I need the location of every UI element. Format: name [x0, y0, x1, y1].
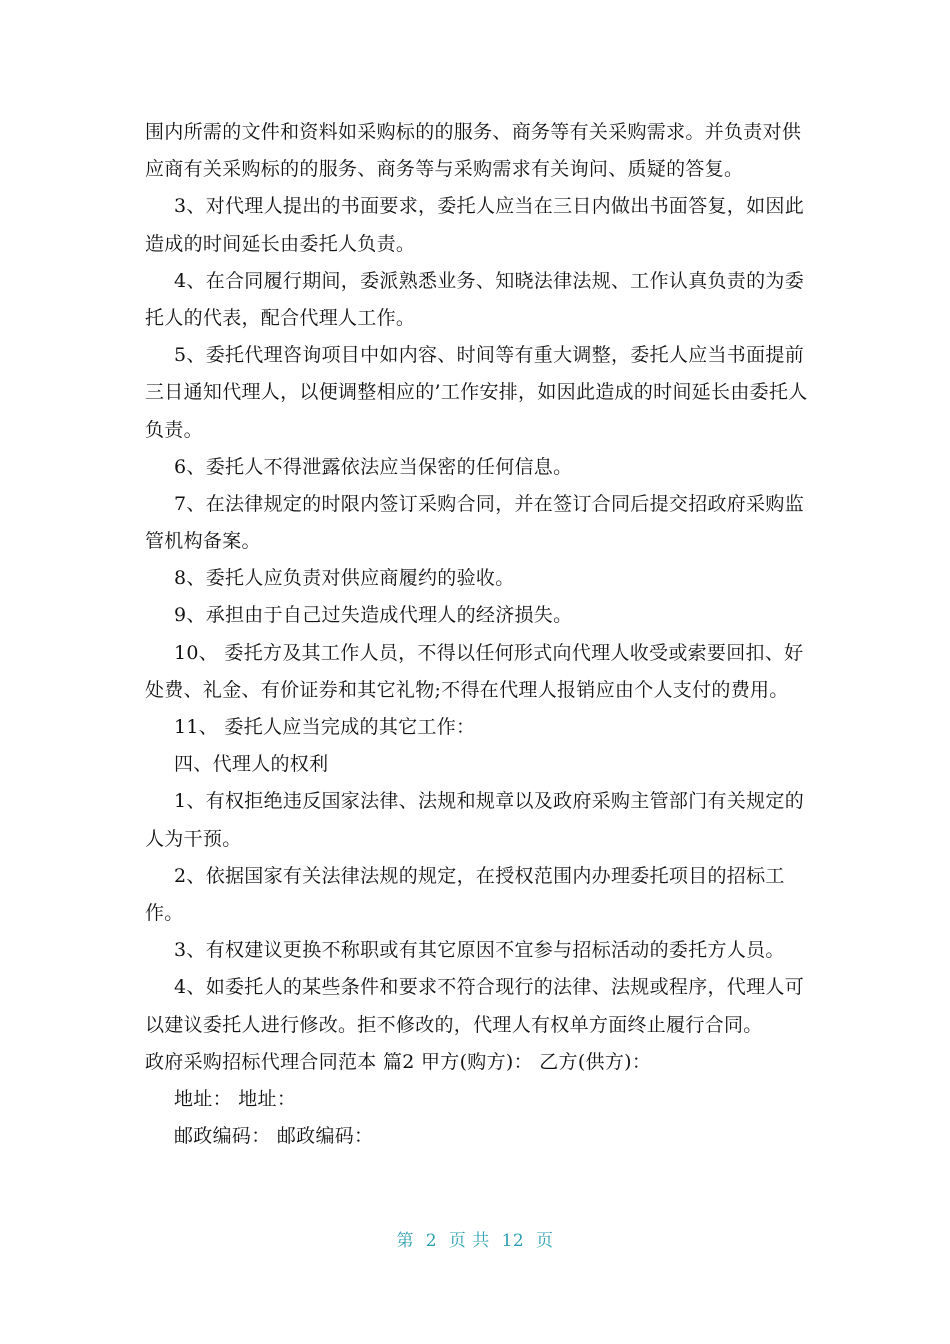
text-line: 人为干预。	[145, 827, 242, 850]
text-line: 3、有权建议更换不称职或有其它原因不宜参与招标活动的委托方人员。	[174, 939, 785, 962]
text-line: 10、 委托方及其工作人员，不得以任何形式向代理人收受或索要回扣、好	[174, 641, 804, 664]
text-line: 4、如委托人的某些条件和要求不符合现行的法律、法规或程序，代理人可	[174, 976, 804, 999]
text-line: 负责。	[145, 418, 203, 441]
document-body	[145, 114, 810, 1155]
text-line: 地址： 地址：	[174, 1087, 297, 1110]
text-line: 应商有关采购标的的服务、商务等与采购需求有关询问、质疑的答复。	[145, 158, 744, 181]
text-line: 政府采购招标代理合同范本 篇2 甲方(购方)： 乙方(供方)：	[145, 1050, 652, 1073]
text-line: 9、承担由于自己过失造成代理人的经济损失。	[174, 604, 573, 627]
text-line: 3、对代理人提出的书面要求，委托人应当在三日内做出书面答复，如因此	[174, 195, 804, 218]
text-line: 作。	[145, 901, 184, 924]
text-line: 5、委托代理咨询项目中如内容、时间等有重大调整，委托人应当书面提前	[174, 344, 804, 367]
text-line: 四、代理人的权利	[174, 753, 329, 776]
text-line: 托人的代表，配合代理人工作。	[145, 306, 416, 329]
text-line: 6、委托人不得泄露依法应当保密的任何信息。	[174, 455, 573, 478]
text-line: 1、有权拒绝违反国家法律、法规和规章以及政府采购主管部门有关规定的	[174, 790, 804, 813]
text-line: 以建议委托人进行修改。拒不修改的，代理人有权单方面终止履行合同。	[145, 1013, 763, 1036]
text-line: 8、委托人应负责对供应商履约的验收。	[174, 567, 515, 590]
text-line: 围内所需的文件和资料如采购标的的服务、商务等有关采购需求。并负责对供	[145, 121, 802, 143]
text-line: 11、 委托人应当完成的其它工作：	[174, 716, 476, 738]
text-line: 4、在合同履行期间，委派熟悉业务、知晓法律法规、工作认真负责的为委	[174, 269, 804, 292]
text-line: 7、在法律规定的时限内签订采购合同，并在签订合同后提交招政府采购监	[174, 492, 804, 515]
text-line: 造成的时间延长由委托人负责。	[145, 232, 416, 255]
text-line: 三日通知代理人，以便调整相应的’工作安排，如因此造成的时间延长由委托人	[145, 381, 808, 404]
text-line: 邮政编码： 邮政编码：	[174, 1125, 374, 1148]
text-line: 2、依据国家有关法律法规的规定，在授权范围内办理委托项目的招标工	[174, 864, 785, 887]
page-footer: 第 2 页 共 12 页	[396, 1231, 554, 1251]
text-line: 管机构备案。	[145, 530, 261, 553]
text-line: 处费、礼金、有价证券和其它礼物;不得在代理人报销应由个人支付的费用。	[145, 678, 789, 701]
